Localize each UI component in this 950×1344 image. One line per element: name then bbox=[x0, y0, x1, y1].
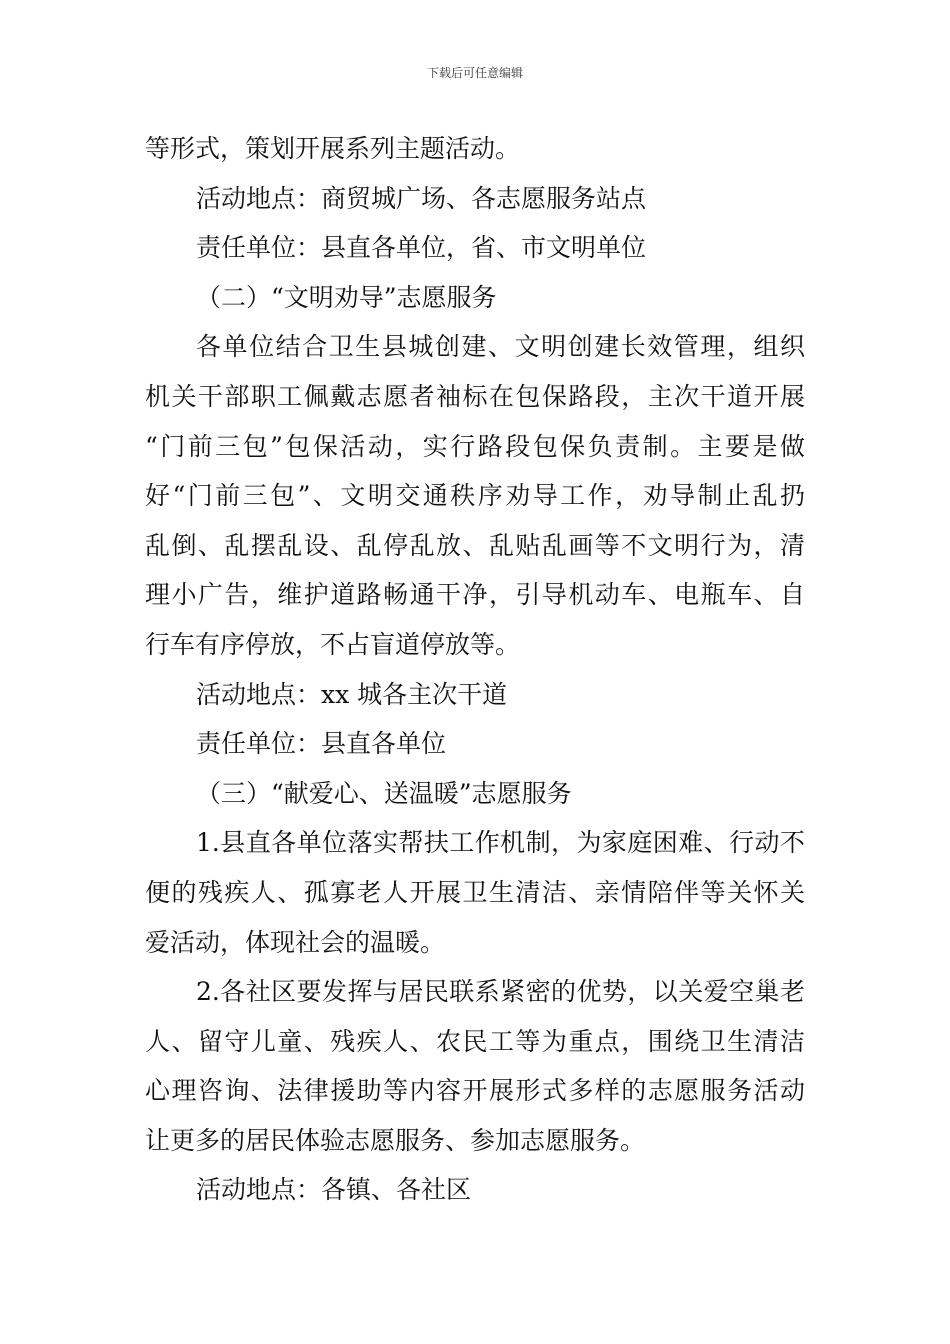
text-line: “门前三包”包保活动，实行路段包保负责制。主要是做 bbox=[145, 431, 805, 461]
section-heading: （三）“献爱心、送温暖”志愿服务 bbox=[196, 778, 572, 808]
text-line: 责任单位：县直各单位，省、市文明单位 bbox=[196, 233, 647, 263]
text-line: 好“门前三包”、文明交通秩序劝导工作，劝导制止乱扔 bbox=[145, 481, 805, 511]
text-line: 活动地点：各镇、各社区 bbox=[196, 1175, 472, 1205]
page-header: 下载后可任意编辑 bbox=[426, 66, 523, 80]
text-line: 等形式，策划开展系列主题活动。 bbox=[145, 134, 521, 163]
text-line: 爱活动，体现社会的温暖。 bbox=[145, 927, 446, 957]
text-line: 2.各社区要发挥与居民联系紧密的优势，以关爱空巢老 bbox=[196, 977, 805, 1007]
text-line: 1.县直各单位落实帮扶工作机制，为家庭困难、行动不 bbox=[196, 828, 805, 858]
text-line: 行车有序停放，不占盲道停放等。 bbox=[145, 629, 521, 659]
text-line: 活动地点：xx 城各主次干道 bbox=[196, 679, 508, 709]
text-line: 各单位结合卫生县城创建、文明创建长效管理，组织 bbox=[196, 332, 805, 362]
text-line: 机关干部职工佩戴志愿者袖标在包保路段，主次干道开展 bbox=[145, 381, 805, 411]
text-line: 活动地点：商贸城广场、各志愿服务站点 bbox=[196, 183, 647, 213]
text-line: 让更多的居民体验志愿服务、参加志愿服务。 bbox=[145, 1125, 646, 1155]
section-heading: （二）“文明劝导”志愿服务 bbox=[196, 282, 497, 312]
text-line: 人、留守儿童、残疾人、农民工等为重点，围绕卫生清洁 bbox=[145, 1026, 805, 1056]
text-line: 心理咨询、法律援助等内容开展形式多样的志愿服务活动 bbox=[145, 1076, 805, 1106]
text-line: 便的残疾人、孤寡老人开展卫生清洁、亲情陪伴等关怀关 bbox=[145, 877, 805, 907]
text-line: 责任单位：县直各单位 bbox=[196, 729, 447, 759]
text-line: 乱倒、乱摆乱设、乱停乱放、乱贴乱画等不文明行为，清 bbox=[145, 530, 805, 560]
document-body bbox=[145, 124, 805, 1215]
text-line: 理小广告，维护道路畅通干净，引导机动车、电瓶车、自 bbox=[145, 580, 805, 610]
